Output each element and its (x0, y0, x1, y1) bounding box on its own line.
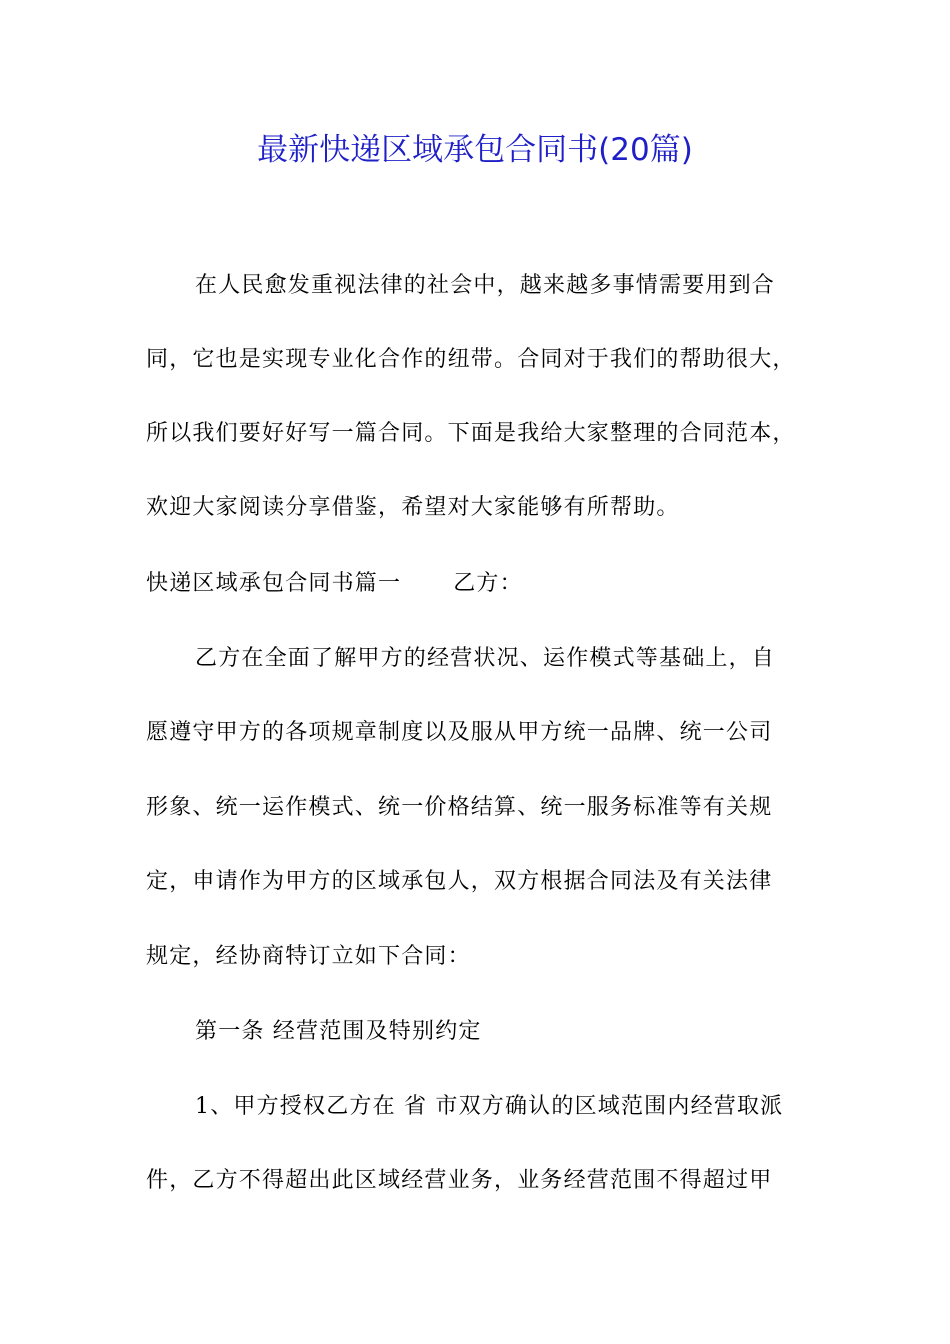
section-heading: 快递区域承包合同书篇一 (146, 571, 402, 596)
paragraph-line: 乙方在全面了解甲方的经营状况、运作模式等基础上，自 (195, 646, 776, 671)
paragraph-line: 在人民愈发重视法律的社会中，越来越多事情需要用到合 (195, 273, 776, 298)
paragraph-line: 形象、统一运作模式、统一价格结算、统一服务标准等有关规 (146, 795, 773, 820)
paragraph-line: 定，申请作为甲方的区域承包人，双方根据合同法及有关法律 (146, 869, 773, 894)
party-label: 乙方： (453, 571, 523, 596)
paragraph-line: 件，乙方不得超出此区域经营业务，业务经营范围不得超过甲 (146, 1168, 773, 1193)
article-heading: 第一条 经营范围及特别约定 (195, 1019, 482, 1044)
paragraph-line: 欢迎大家阅读分享借鉴，希望对大家能够有所帮助。 (146, 495, 680, 520)
document-title: 最新快递区域承包合同书(20篇) (257, 132, 693, 168)
section-heading-line (146, 568, 523, 600)
paragraph-line: 1、甲方授权乙方在 省 市双方确认的区域范围内经营取派 (195, 1094, 784, 1119)
paragraph-line: 愿遵守甲方的各项规章制度以及服从甲方统一品牌、统一公司 (146, 720, 773, 745)
paragraph-line: 同，它也是实现专业化合作的纽带。合同对于我们的帮助很大， (146, 347, 796, 372)
paragraph-line: 规定，经协商特订立如下合同： (146, 944, 471, 969)
paragraph-line: 所以我们要好好写一篇合同。下面是我给大家整理的合同范本， (146, 421, 796, 446)
